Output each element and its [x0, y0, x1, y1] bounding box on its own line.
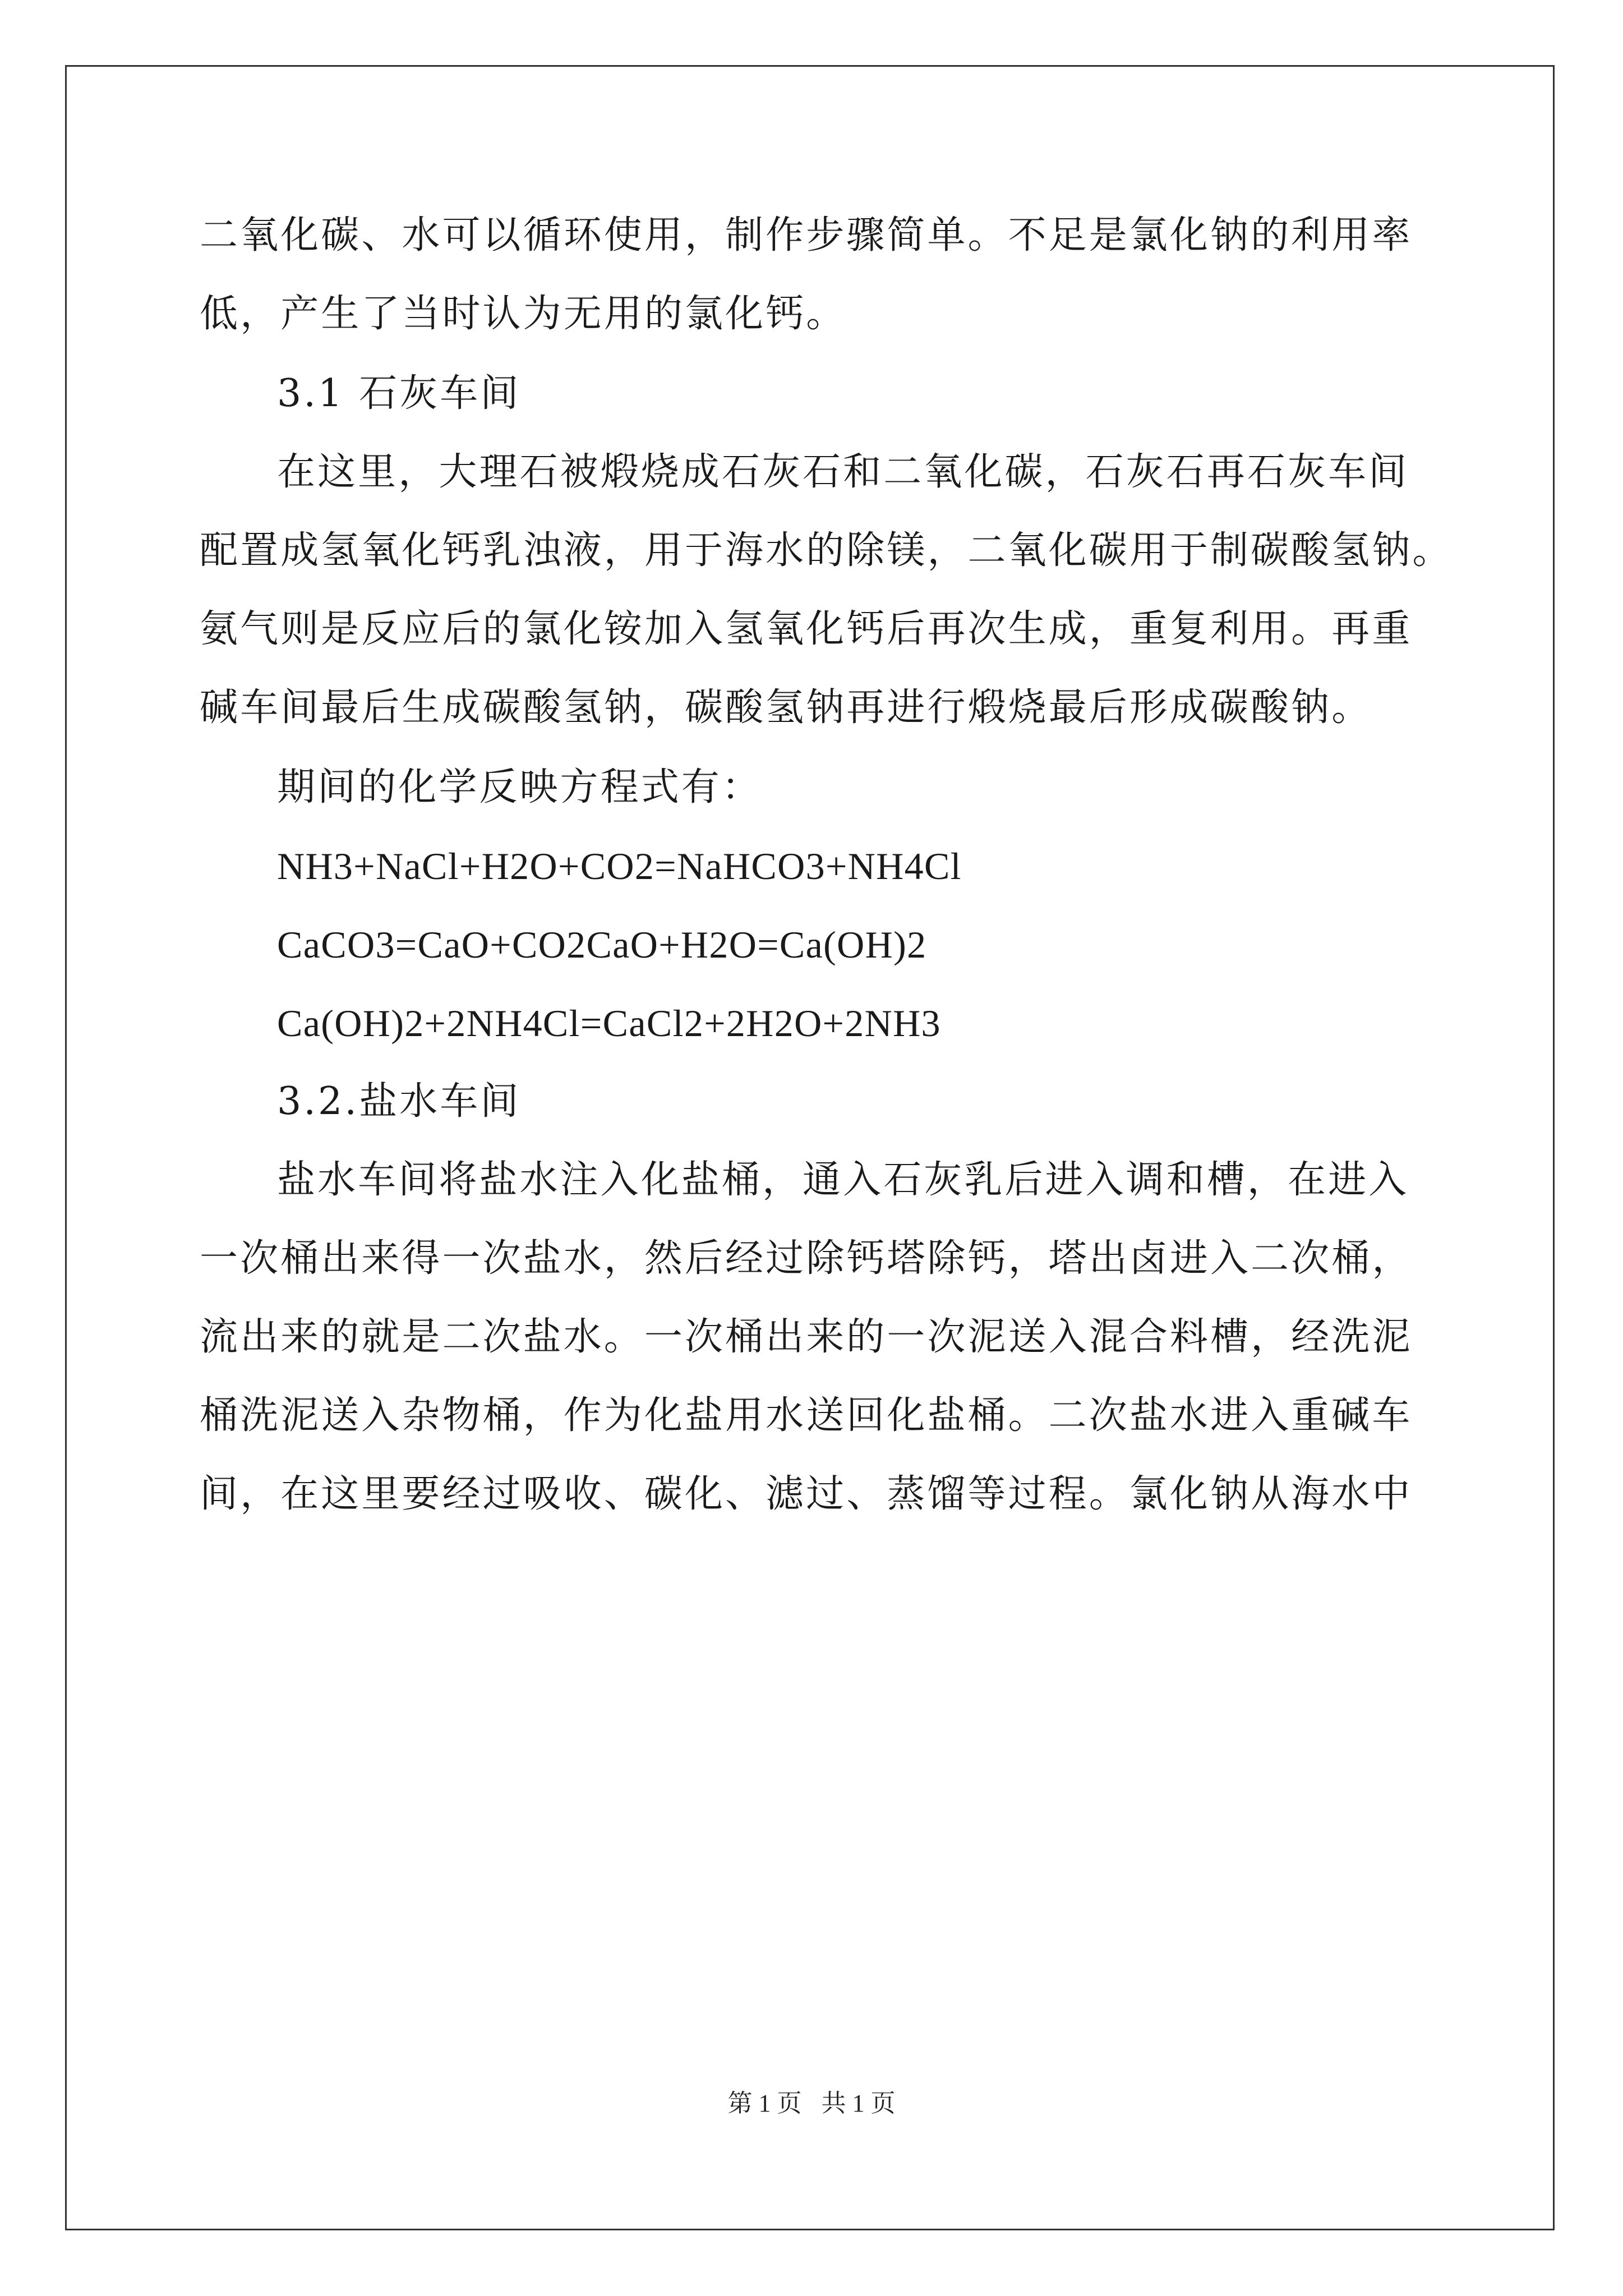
body-line: 期间的化学反映方程式有： [277, 765, 762, 809]
body-line: 二氧化碳、水可以循环使用，制作步骤简单。不足是氯化钠的利用率 [200, 213, 1413, 257]
body-line: 一次桶出来得一次盐水，然后经过除钙塔除钙，塔出卤进入二次桶， [200, 1236, 1413, 1281]
equation-line: CaCO3=CaO+CO2CaO+H2O=Ca(OH)2 [277, 923, 927, 966]
body-line: 低，产生了当时认为无用的氯化钙。 [200, 292, 847, 336]
body-line: 氨气则是反应后的氯化铵加入氢氧化钙后再次生成，重复利用。再重 [200, 607, 1413, 651]
body-line: 流出来的就是二次盐水。一次桶出来的一次泥送入混合料槽，经洗泥 [200, 1315, 1413, 1359]
body-line: 在这里，大理石被煅烧成石灰石和二氧化碳，石灰石再石灰车间 [277, 450, 1409, 494]
page-number-current: 第 1 页 [727, 2090, 802, 2117]
body-line: 盐水车间将盐水注入化盐桶，通入石灰乳后进入调和槽，在进入 [277, 1158, 1409, 1202]
body-line: 间，在这里要经过吸收、碳化、滤过、蒸馏等过程。氯化钠从海水中 [200, 1472, 1413, 1516]
page-number-total: 共 1 页 [821, 2090, 896, 2117]
section-heading: 3.1 石灰车间 [277, 371, 521, 416]
body-line: 碱车间最后生成碳酸氢钠，碳酸氢钠再进行煅烧最后形成碳酸钠。 [200, 685, 1372, 730]
equation-line: NH3+NaCl+H2O+CO2=NaHCO3+NH4Cl [277, 845, 962, 887]
body-line: 配置成氢氧化钙乳浊液，用于海水的除镁，二氧化碳用于制碳酸氢钠。 [200, 528, 1453, 573]
page-footer [0, 2083, 1623, 2119]
section-heading: 3.2.盐水车间 [277, 1079, 521, 1124]
body-line: 桶洗泥送入杂物桶，作为化盐用水送回化盐桶。二次盐水进入重碱车 [200, 1393, 1413, 1438]
equation-line: Ca(OH)2+2NH4Cl=CaCl2+2H2O+2NH3 [277, 1002, 941, 1045]
